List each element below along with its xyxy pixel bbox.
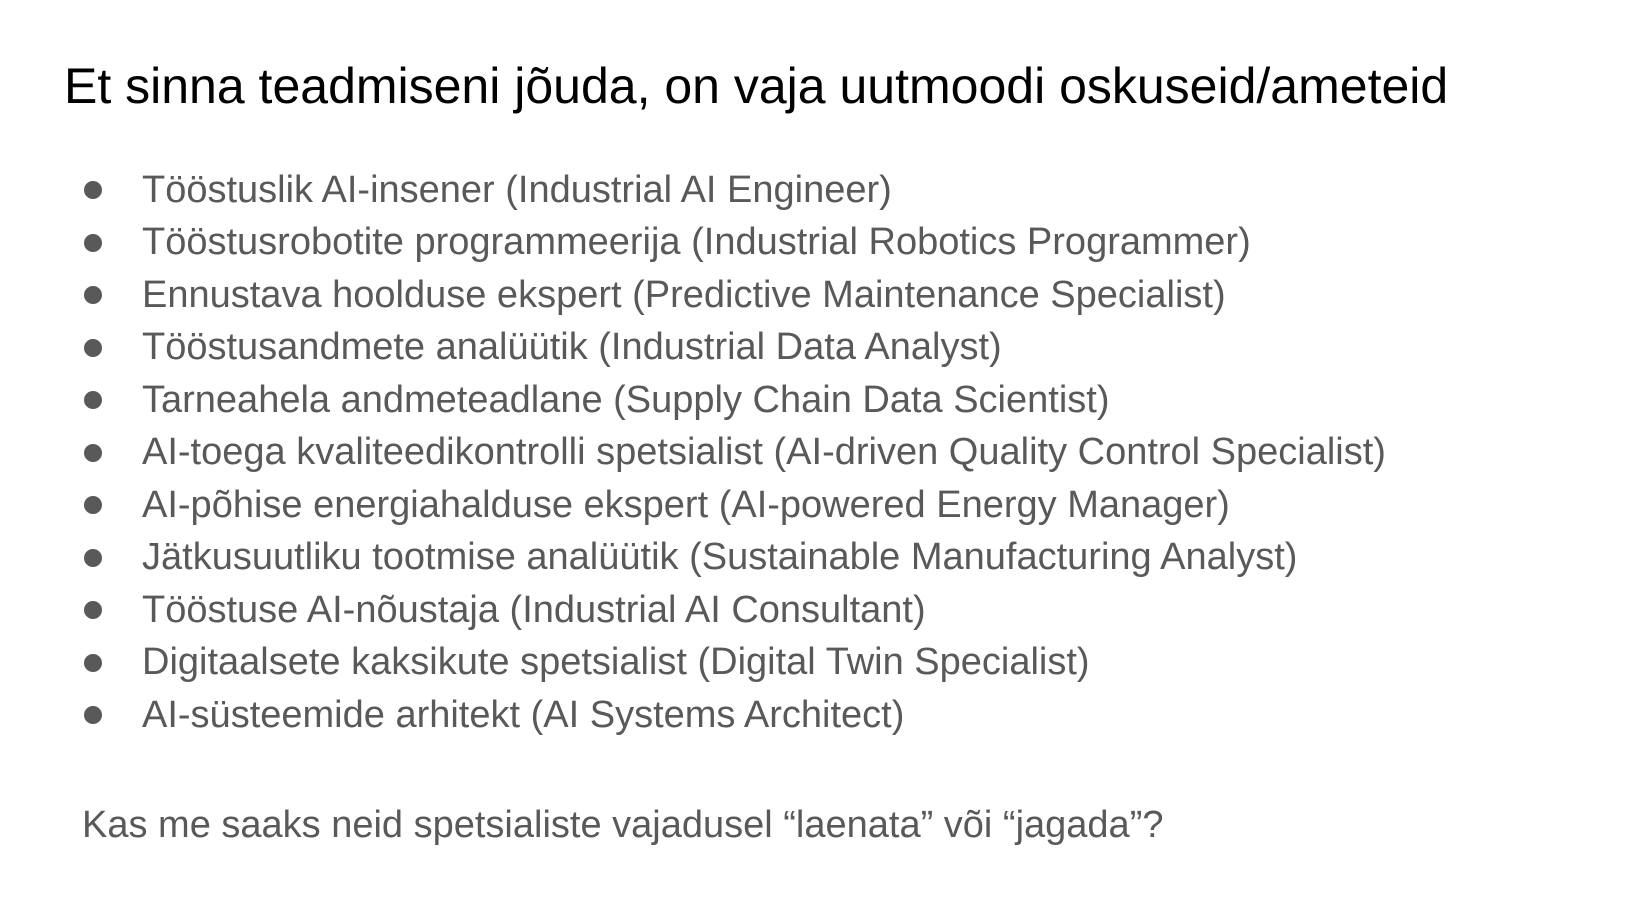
bullet-icon (84, 181, 102, 199)
list-item-text: Ennustava hoolduse ekspert (Predictive Maintenance Specialist) (142, 273, 1226, 316)
bullet-icon (84, 601, 102, 619)
list-item (82, 479, 1386, 532)
bullet-icon (84, 286, 102, 304)
list-item (82, 374, 1386, 427)
list-item (82, 322, 1386, 375)
list-item-text: Jätkusuutliku tootmise analüütik (Sustainable Manufacturing Analyst) (142, 536, 1298, 579)
list-item (82, 689, 1386, 742)
profession-list (82, 164, 1386, 742)
list-item-text: AI-põhise energiahalduse ekspert (AI-powered Energy Manager) (142, 483, 1230, 526)
list-item (82, 584, 1386, 637)
list-item (82, 427, 1386, 480)
bullet-icon (84, 706, 102, 724)
list-item (82, 217, 1386, 270)
bullet-icon (84, 339, 102, 357)
closing-question: Kas me saaks neid spetsialiste vajadusel “laenata” või “jagada”? (82, 804, 1164, 846)
list-item-text: Digitaalsete kaksikute spetsialist (Digital Twin Specialist) (142, 641, 1090, 684)
bullet-icon (84, 234, 102, 252)
bullet-icon (84, 496, 102, 514)
bullet-icon (84, 444, 102, 462)
bullet-icon (84, 654, 102, 672)
list-item-text: Tarneahela andmeteadlane (Supply Chain Data Scientist) (142, 378, 1110, 421)
bullet-icon (84, 391, 102, 409)
list-item (82, 637, 1386, 690)
list-item-text: Tööstusandmete analüütik (Industrial Data Analyst) (142, 326, 1002, 369)
list-item-text: AI-toega kvaliteedikontrolli spetsialist (AI-driven Quality Control Specialist) (142, 431, 1386, 474)
bullet-icon (84, 549, 102, 567)
list-item (82, 269, 1386, 322)
list-item-text: Tööstusrobotite programmeerija (Industrial Robotics Programmer) (142, 221, 1251, 264)
slide-title: Et sinna teadmiseni jõuda, on vaja uutmoodi oskuseid/ameteid (64, 58, 1449, 114)
list-item-text: AI-süsteemide arhitekt (AI Systems Architect) (142, 693, 905, 736)
list-item (82, 532, 1386, 585)
list-item-text: Tööstuse AI-nõustaja (Industrial AI Consultant) (142, 588, 926, 631)
list-item-text: Tööstuslik AI-insener (Industrial AI Engineer) (142, 168, 892, 211)
list-item (82, 164, 1386, 217)
